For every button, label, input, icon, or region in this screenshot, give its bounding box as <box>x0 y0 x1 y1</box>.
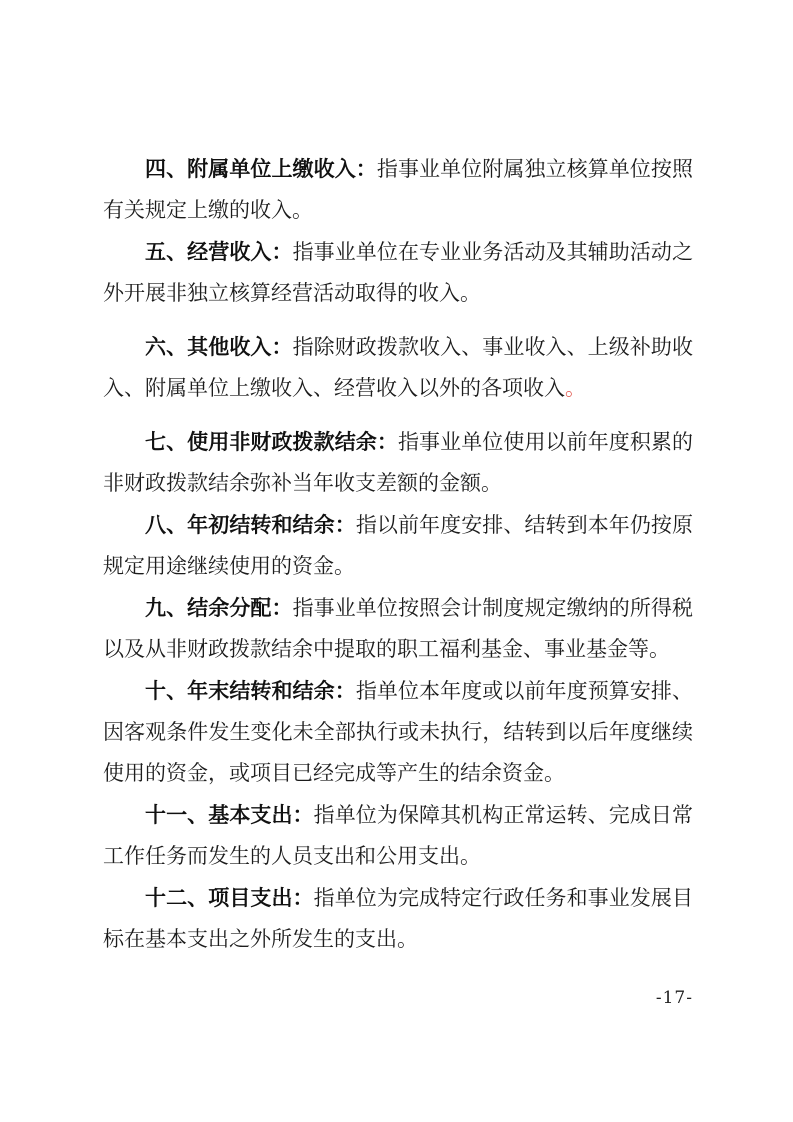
definition-paragraph-5 <box>103 231 693 314</box>
page-number: -17- <box>655 988 693 1008</box>
definition-paragraph-6 <box>103 326 693 409</box>
document-body <box>103 148 693 960</box>
term-heading: 六、其他收入： <box>145 334 293 359</box>
term-heading: 十二、项目支出： <box>145 885 314 910</box>
definition-text: 指单位为保障其机构正常运转、完成日常工作任务而发生的人员支出和公用支出。 <box>103 803 693 868</box>
definition-text: 指事业单位按照会计制度规定缴纳的所得税以及从非财政拨款结余中提取的职工福利基金、事业基金等。 <box>103 596 694 661</box>
definition-text: 指事业单位附属独立核算单位按照有关规定上缴的收入。 <box>103 157 694 222</box>
definition-text: 指以前年度安排、结转到本年仍按原规定用途继续使用的资金。 <box>103 513 694 578</box>
definition-paragraph-9 <box>103 587 693 670</box>
definition-text: 指事业单位使用以前年度积累的非财政拨款结余弥补当年收支差额的金额。 <box>103 430 694 495</box>
definition-text: 指单位为完成特定行政任务和事业发展目标在基本支出之外所发生的支出。 <box>103 886 693 951</box>
term-heading: 七、使用非财政拨款结余： <box>145 429 398 454</box>
definition-paragraph-12 <box>103 877 693 960</box>
definition-paragraph-8 <box>103 504 693 587</box>
term-heading: 八、年初结转和结余： <box>145 512 356 537</box>
term-heading: 十、年末结转和结余： <box>145 678 356 703</box>
definition-text: 指除财政拨款收入、事业收入、上级补助收入、附属单位上缴收入、经营收入以外的各项收入 <box>103 335 694 400</box>
definition-paragraph-11 <box>103 794 693 877</box>
definition-paragraph-10 <box>103 670 693 794</box>
definition-text: 指单位本年度或以前年度预算安排、因客观条件发生变化未全部执行或未执行，结转到以后年度继续使用的资金，或项目已经完成等产生的结余资金。 <box>103 679 694 785</box>
definition-paragraph-7 <box>103 421 693 504</box>
term-heading: 九、结余分配： <box>145 595 293 620</box>
term-heading: 四、附属单位上缴收入： <box>145 156 377 181</box>
term-heading: 五、经营收入： <box>145 239 293 264</box>
term-heading: 十一、基本支出： <box>145 802 314 827</box>
definition-paragraph-4 <box>103 148 693 231</box>
definition-text: 指事业单位在专业业务活动及其辅助活动之外开展非独立核算经营活动取得的收入。 <box>103 240 694 305</box>
red-period: 。 <box>565 376 586 400</box>
